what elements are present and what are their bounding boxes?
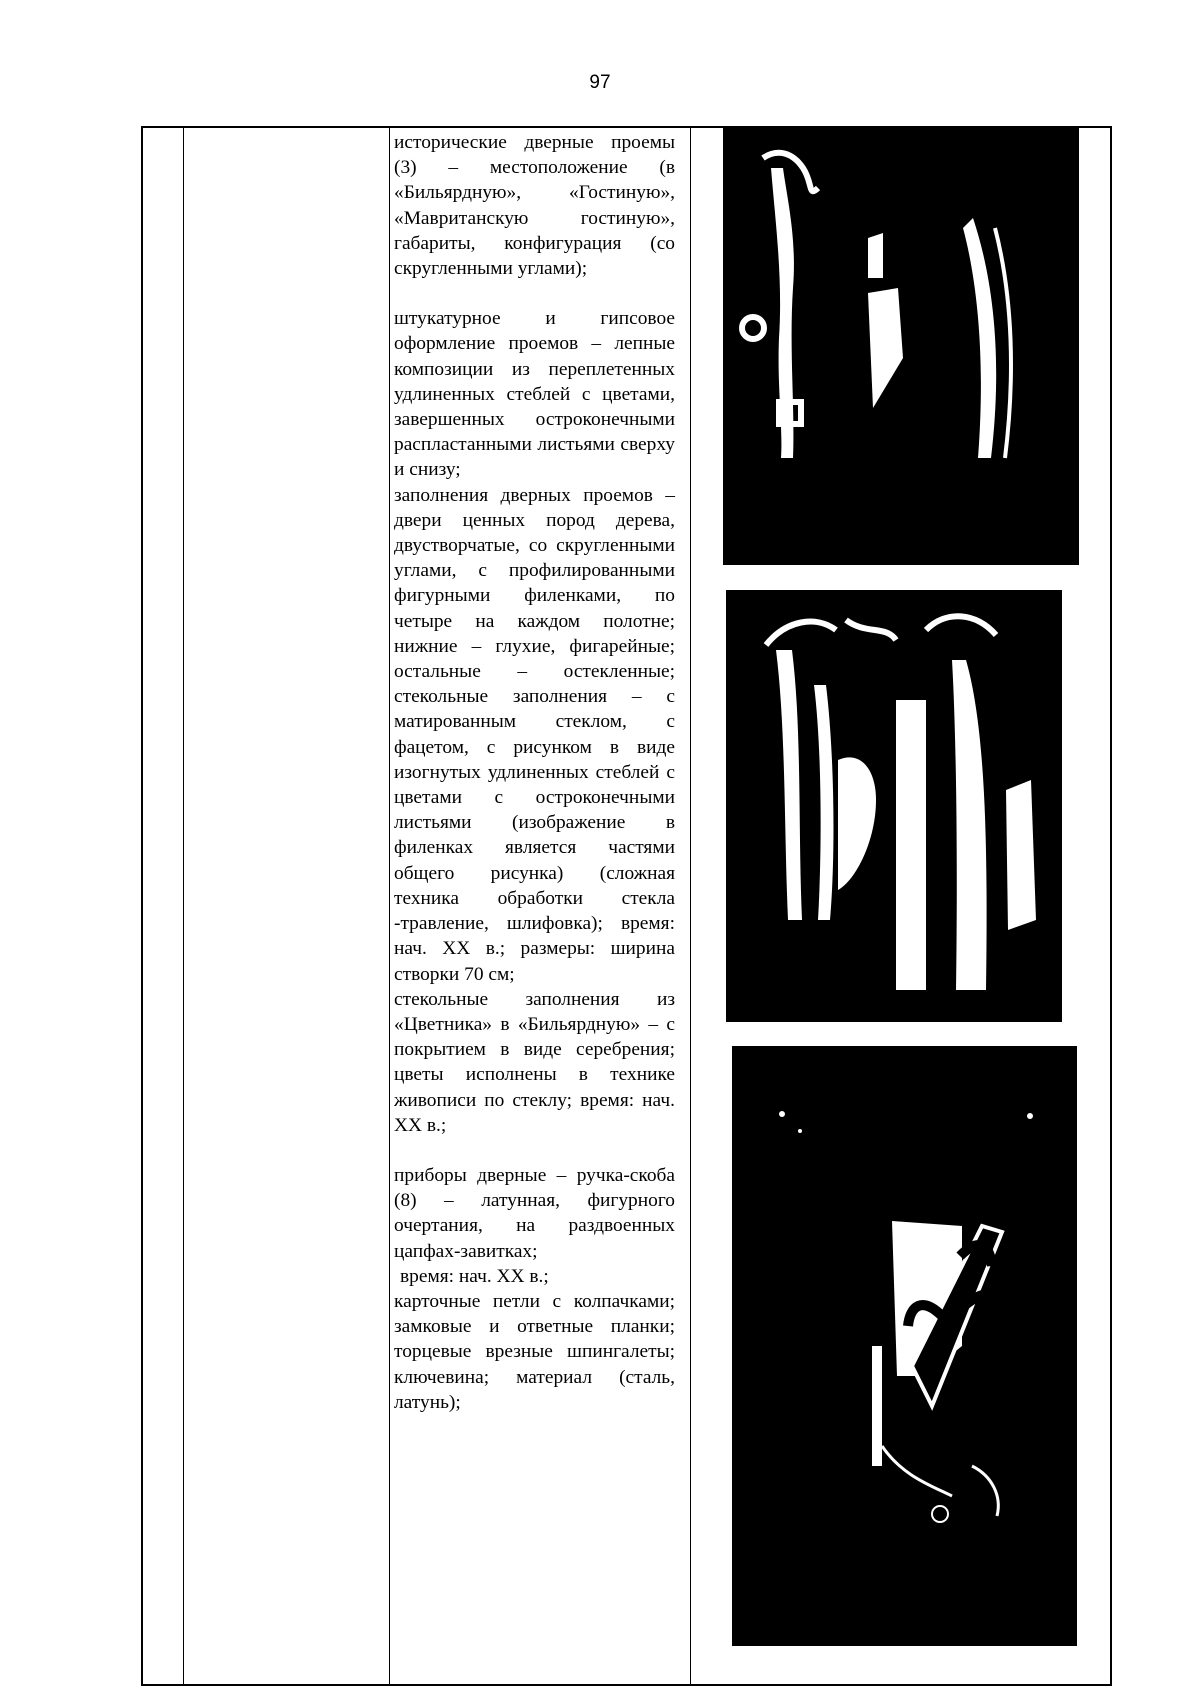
paragraph-glass-fillings: стекольные заполнения из «Цветника» в «Бильярдную» – с покрытием в виде серебрения; цветы исполнены в технике живописи по стеклу; время: нач. XX в.; [394, 988, 675, 1136]
photo-glass-filling [732, 1046, 1077, 1646]
page-number: 97 [589, 72, 611, 93]
paragraph-hinges: карточные петли с колпачками; замковые и ответные планки; торцевые врезные шпингалеты; ключевина; материал (сталь, латунь); [394, 1290, 675, 1413]
paragraph-door-openings: исторические дверные проемы (3) – местоположение (в «Бильярдную», «Гостиную», «Мавританскую гостиную», габариты, конфигурация (со скругленными углами); [394, 132, 675, 280]
column-divider-1 [183, 128, 184, 1684]
column-divider-2 [389, 128, 390, 1684]
paragraph-door-fillings: заполнения дверных проемов – двери ценных пород дерева, двустворчатые, со скругленными углами, с профилированными фигурными филенками, по четыре на каждом полотне; нижние – глухие, фигарейные; остальные – остекленные; стекольные заполнения – с матированным стеклом, с фацетом, с рисунком в виде изогнутых удлиненных стеблей с цветами с остроконечными листьями (изображение в филенках является частями общего рисунка) (сложная техника обработки стекла -травление, шлифовка); время: нач. XX в.; размеры: ширина створки 70 см; [394, 484, 675, 985]
photo-door-opening-1 [723, 128, 1079, 565]
description-column [394, 130, 675, 1415]
photo-door-opening-2 [726, 590, 1062, 1022]
paragraph-hardware-time: время: нач. XX в.; [400, 1265, 549, 1287]
paragraph-stucco-decoration: штукатурное и гипсовое оформление проемов – лепные композиции из переплетенных удлиненных стеблей с цветами, завершенных остроконечными распластанными листьями сверху и снизу; [394, 308, 675, 481]
column-divider-3 [690, 128, 691, 1684]
paragraph-door-hardware: приборы дверные – ручка-скоба (8) – латунная, фигурного очертания, на раздвоенных цапфах-завитках; [394, 1164, 675, 1262]
document-table [141, 126, 1112, 1686]
